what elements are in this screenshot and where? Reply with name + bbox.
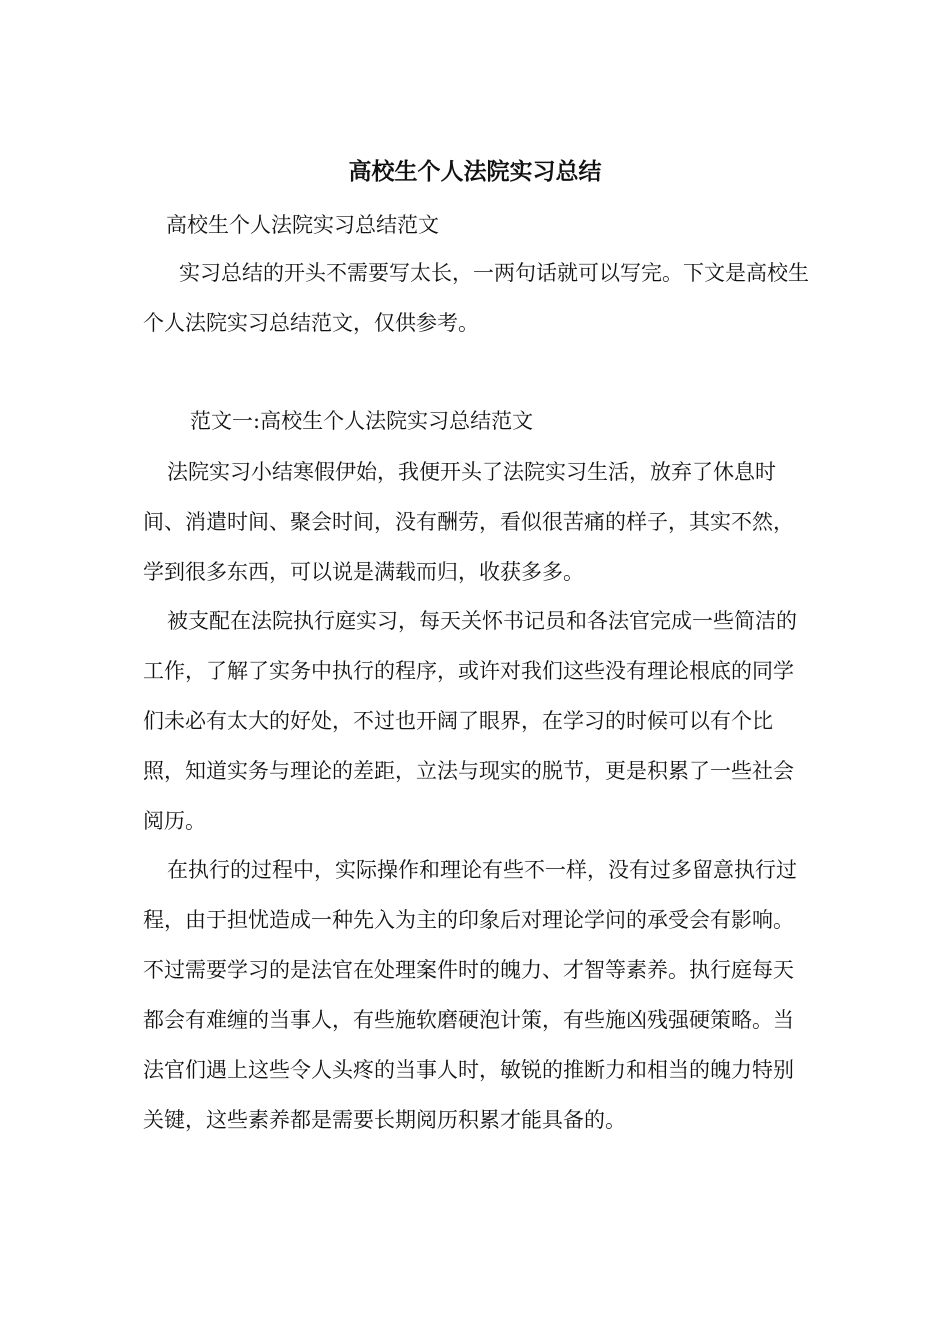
intro-paragraph: 实习总结的开头不需要写太长，一两句话就可以写完。下文是高校生个人法院实习总结范文，仅供参考。	[143, 261, 809, 335]
document-title: 高校生个人法院实习总结	[348, 158, 602, 185]
body-paragraph-1: 法院实习小结寒假伊始，我便开头了法院实习生活，放弃了休息时间、消遣时间、聚会时间，没有酬劳，看似很苦痛的样子，其实不然，学到很多东西，可以说是满载而归，收获多多。	[143, 460, 794, 584]
body-paragraph-3: 在执行的过程中，实际操作和理论有些不一样，没有过多留意执行过程，由于担忧造成一种先入为主的印象后对理论学问的承受会有影响。不过需要学习的是法官在处理案件时的魄力、才智等素养。执行庭每天都会有难缠的当事人，有些施软磨硬泡计策，有些施凶残强硬策略。当法官们遇上这些令人头疼的当事人时，敏锐的推断力和相当的魄力特别关键，这些素养都是需要长期阅历积累才能具备的。	[143, 858, 797, 1132]
body-paragraph-2: 被支配在法院执行庭实习，每天关怀书记员和各法官完成一些简洁的工作，了解了实务中执行的程序，或许对我们这些没有理论根底的同学们未必有太大的好处，不过也开阔了眼界，在学习的时候可以有个比照，知道实务与理论的差距，立法与现实的脱节，更是积累了一些社会阅历。	[143, 609, 797, 833]
document-subtitle: 高校生个人法院实习总结范文	[166, 213, 439, 237]
section-heading: 范文一:高校生个人法院实习总结范文	[190, 409, 534, 433]
